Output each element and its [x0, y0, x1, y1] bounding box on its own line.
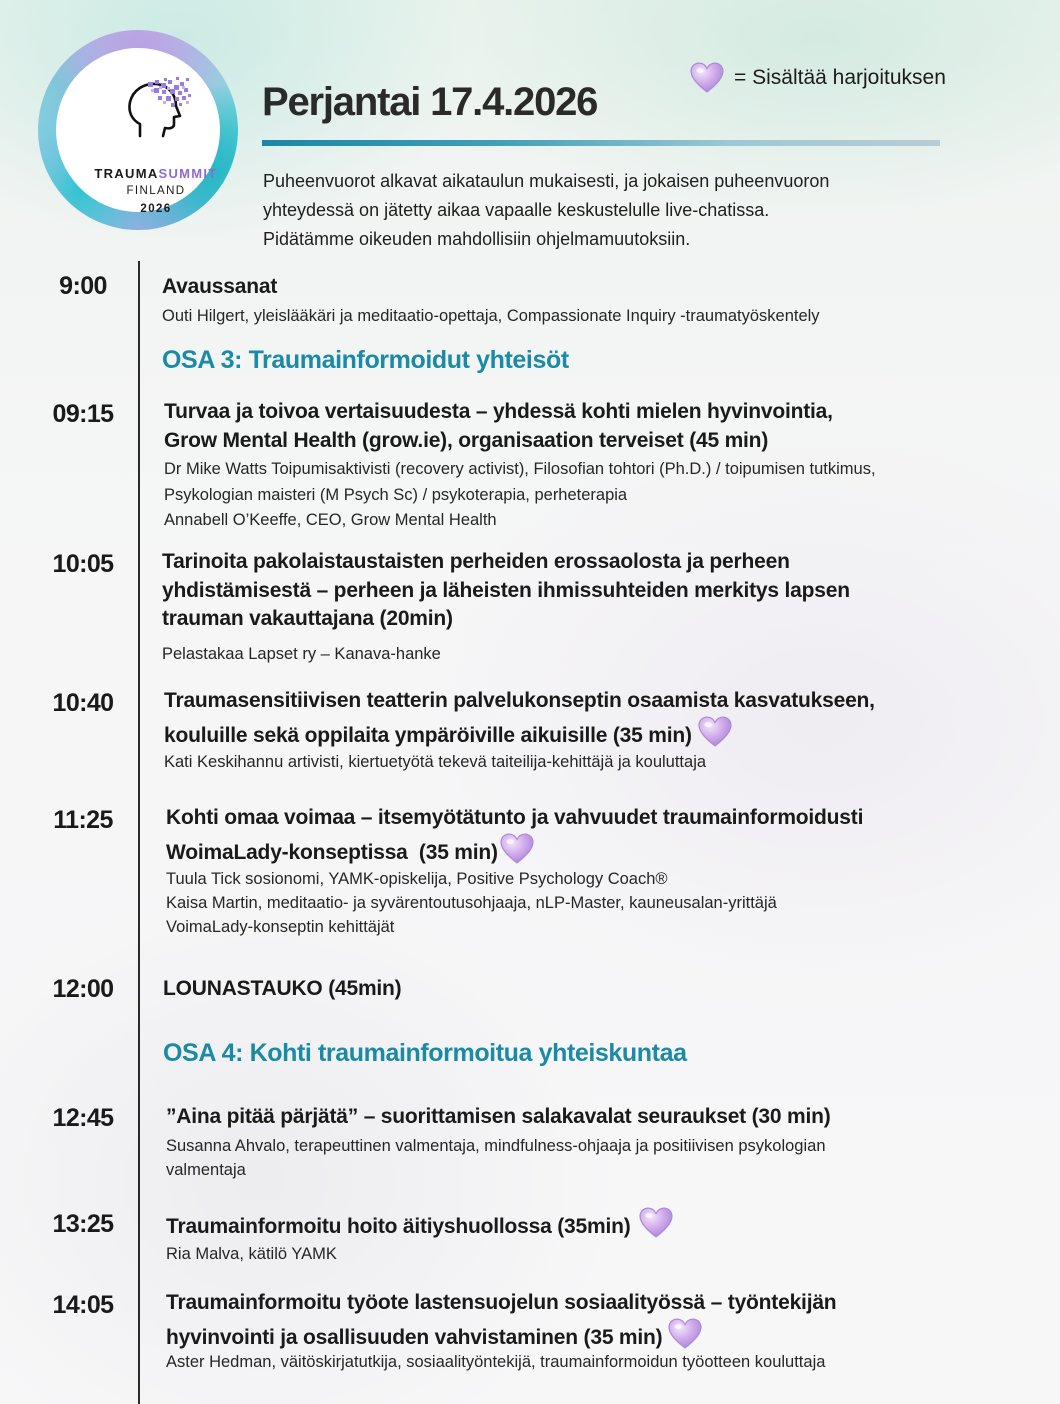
session-title: Kohti omaa voimaa – itsemyötätunto ja vahvuudet traumainformoidusti [166, 806, 864, 829]
speaker-line: Kati Keskihannu artivisti, kiertuetyötä tekevä taiteilija-kehittäjä ja kouluttaja [164, 753, 707, 771]
heart-icon [500, 833, 534, 865]
speaker-line: Psykologian maisteri (M Psych Sc) / psykoterapia, perheterapia [164, 485, 628, 504]
speaker-line: Ria Malva, kätilö YAMK [166, 1244, 337, 1263]
section-heading: OSA 4: Kohti traumainformoitua yhteiskuntaa [163, 1039, 687, 1067]
schedule-item [162, 273, 1042, 328]
slot-time: 10:05 [52, 550, 114, 578]
session-title-row [164, 716, 1044, 751]
schedule-item [162, 548, 1042, 666]
slot-time: 12:45 [52, 1104, 114, 1132]
speaker-line: Dr Mike Watts Toipumisaktivisti (recovery activist), Filosofian tohtori (Ph.D.) / toipumisen tutkimus, [164, 460, 876, 478]
heart-icon [639, 1207, 673, 1239]
intro-text [263, 167, 1003, 254]
speaker-line: Kaisa Martin, meditaatio- ja syvärentoutusohjaaja, nLP-Master, kauneusalan-yrittäjä [166, 894, 777, 912]
session-title: Grow Mental Health (grow.ie), organisaation terveiset (45 min) [164, 428, 769, 452]
session-title-row [166, 833, 1046, 868]
logo-country-text: FINLAND [126, 185, 186, 197]
schedule-item [166, 804, 1046, 939]
intro-line: Puheenvuorot alkavat aikataulun mukaisesti, ja jokaisen puheenvuoron [263, 171, 830, 191]
session-title-row [166, 1318, 1046, 1353]
speaker-line: VoimaLady-konseptin kehittäjät [166, 918, 395, 936]
session-title: Avaussanat [162, 275, 278, 298]
session-title: Traumasensitiivisen teatterin palvelukonseptin osaamista kasvatukseen, [164, 689, 875, 712]
schedule-item [164, 398, 1044, 534]
session-title: LOUNASTAUKO (45min) [163, 977, 402, 1000]
session-title: kouluille sekä oppilaita ympäröiville aikuisille (35 min) [164, 723, 692, 747]
legend-text: = Sisältää harjoituksen [734, 66, 946, 89]
speaker-line: Outi Hilgert, yleislääkäri ja meditaatio-opettaja, Compassionate Inquiry -traumatyöskentely [162, 306, 820, 325]
speaker-line: Aster Hedman, väitöskirjatutkija, sosiaalityöntekijä, traumainformoidun työotteen kouluttaja [166, 1353, 826, 1371]
intro-line: yhteydessä on jätetty aikaa vapaalle keskustelulle live-chatissa. [263, 200, 770, 220]
slot-time: 10:40 [52, 689, 114, 717]
logo-year-text: 2026 [140, 203, 172, 215]
session-title: yhdistämisestä – perheen ja läheisten ihmissuhteiden merkitys lapsen [162, 578, 850, 602]
trauma-summit-logo [38, 30, 238, 230]
slot-time: 14:05 [52, 1291, 114, 1319]
logo-badge [56, 48, 220, 215]
page-title: Perjantai 17.4.2026 [262, 80, 598, 124]
schedule-item [166, 1289, 1046, 1375]
session-title: WoimaLady-konseptissa (35 min) [166, 840, 498, 864]
legend [690, 62, 946, 94]
session-title: Traumainformoitu hoito äitiyshuollossa (35min) [166, 1215, 631, 1238]
session-title-row [166, 1207, 1046, 1242]
session-title: hyvinvointi ja osallisuuden vahvistaminen (35 min) [166, 1325, 663, 1349]
schedule-item [166, 1103, 1046, 1183]
section-heading: OSA 3: Traumainformoidut yhteisöt [162, 346, 569, 374]
speaker-line: Susanna Ahvalo, terapeuttinen valmentaja, mindfulness-ohjaaja ja positiivisen psykologian [166, 1136, 826, 1155]
slot-time: 13:25 [52, 1210, 114, 1238]
logo-brand-text: TRAUMASUMMIT [94, 166, 218, 181]
heart-icon [698, 716, 732, 748]
heart-icon [668, 1318, 702, 1350]
schedule-item [164, 687, 1044, 775]
schedule-item [163, 975, 1043, 1004]
speaker-line: Annabell O’Keeffe, CEO, Grow Mental Health [164, 511, 497, 529]
slot-time: 09:15 [52, 400, 114, 428]
speaker-line: Pelastakaa Lapset ry – Kanava-hanke [162, 644, 441, 663]
session-title: ”Aina pitää pärjätä” – suorittamisen salakavalat seuraukset (30 min) [166, 1105, 831, 1128]
session-title: Turvaa ja toivoa vertaisuudesta – yhdessä kohti mielen hyvinvointia, [164, 400, 833, 423]
session-title: Tarinoita pakolaistaustaisten perheiden erossaolosta ja perheen [162, 550, 790, 573]
speaker-line: valmentaja [166, 1161, 246, 1179]
schedule-item [166, 1207, 1046, 1266]
session-title: trauman vakauttajana (20min) [162, 607, 453, 630]
slot-time: 12:00 [52, 975, 114, 1003]
slot-time: 11:25 [53, 806, 113, 834]
heart-icon [690, 62, 724, 94]
speaker-line: Tuula Tick sosionomi, YAMK-opiskelija, Positive Psychology Coach® [166, 870, 668, 888]
title-underline [262, 140, 940, 146]
head-silhouette-icon [118, 74, 198, 154]
intro-line: Pidätämme oikeuden mahdollisiin ohjelmamuutoksiin. [263, 229, 691, 249]
session-title: Traumainformoitu työote lastensuojelun sosiaalityössä – työntekijän [166, 1291, 837, 1314]
timeline-line [138, 261, 140, 1404]
slot-time: 9:00 [59, 272, 107, 300]
